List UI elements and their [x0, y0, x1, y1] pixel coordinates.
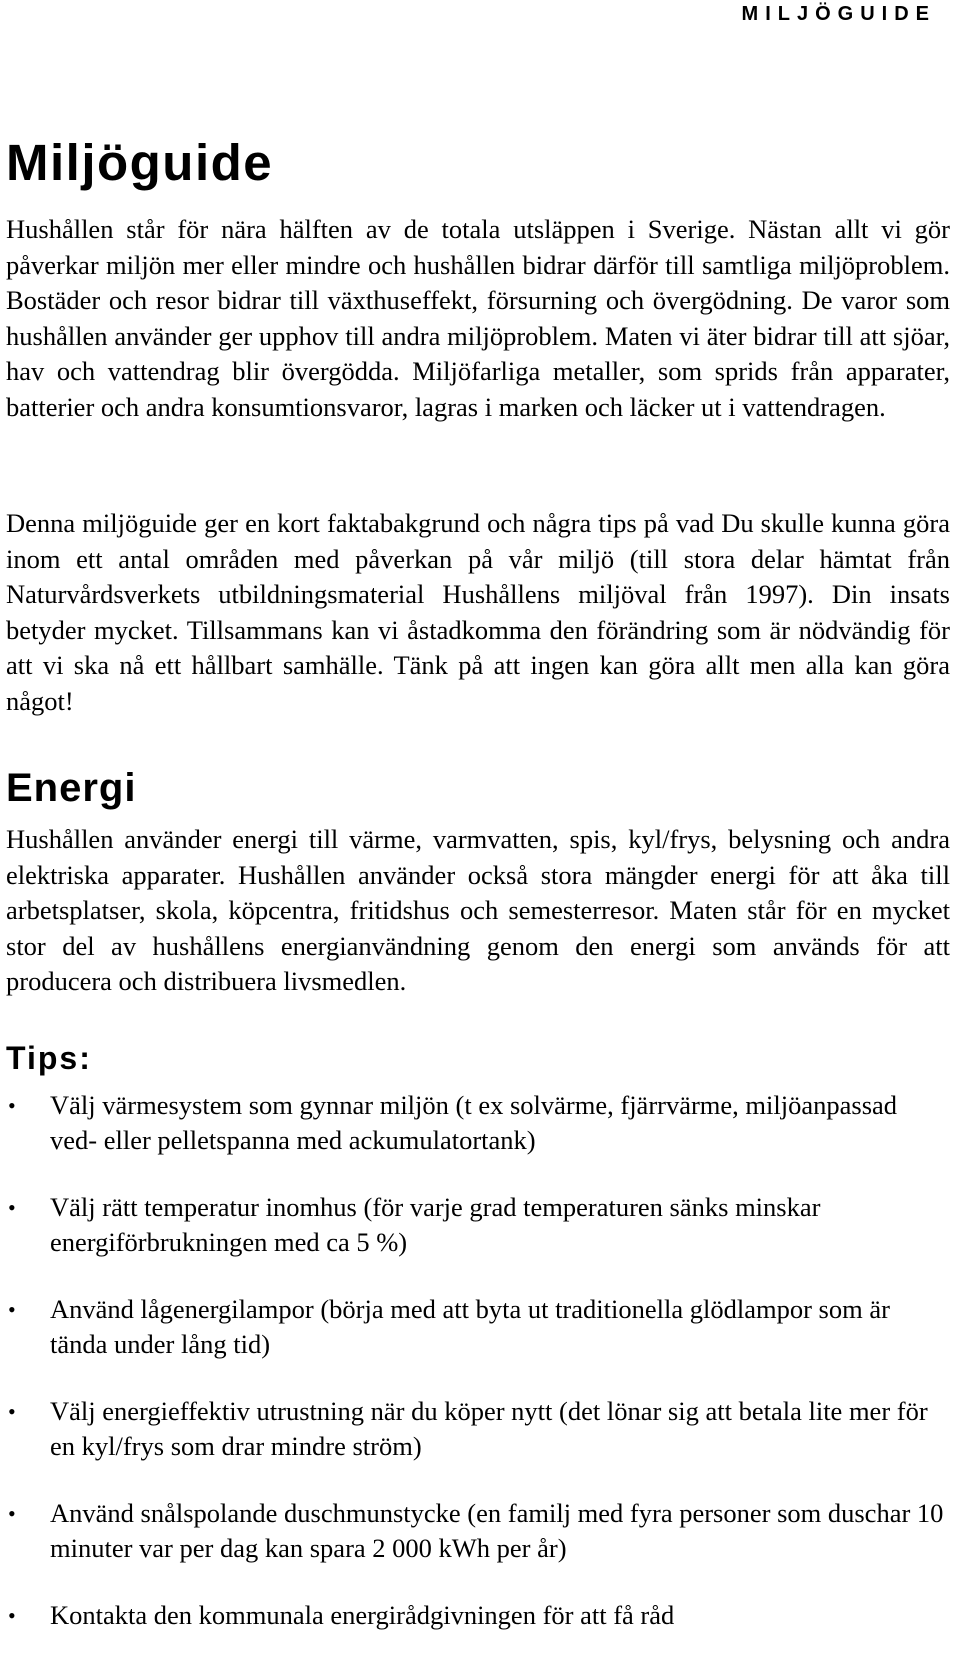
running-header: MILJÖGUIDE [741, 3, 936, 25]
bullet-icon: • [8, 1195, 16, 1220]
intro-paragraph: Hushållen står för nära hälften av de totala utsläppen i Sverige. Nästan allt vi gör påverkar miljön mer eller mindre och hushållen bidrar därför till samtliga miljöproblem. Bostäder och resor bidrar till växthuseffekt, försurning och övergödning. De varor som hushållen använder ger upphov till andra miljöproblem. Maten vi äter bidrar till att sjöar, hav och vattendrag blir övergödda. Miljöfarliga metaller, som sprids från apparater, batterier och andra konsumtionsvaror, lagras i marken och läcker ut i vattendragen. [6, 214, 950, 422]
tips-heading: Tips: [6, 1040, 92, 1076]
list-item [6, 1598, 950, 1633]
list-item [6, 1190, 950, 1260]
bullet-icon: • [8, 1297, 16, 1322]
list-item [6, 1496, 950, 1566]
section-heading-energy: Energi [6, 766, 137, 810]
bullet-icon: • [8, 1399, 16, 1424]
tip-text: Välj rätt temperatur inomhus (för varje grad temperaturen sänks minskar energiförbrukningen med ca 5 %) [50, 1192, 821, 1257]
tips-list [6, 1088, 950, 1665]
list-item [6, 1088, 950, 1158]
page-title: Miljöguide [6, 134, 274, 191]
tip-text: Kontakta den kommunala energirådgivningen för att få råd [50, 1600, 675, 1630]
intro-paragraph: Denna miljöguide ger en kort faktabakgrund och några tips på vad Du skulle kunna göra inom ett antal områden med påverkan på vår miljö (till stora delar hämtat från Naturvårdsverkets utbildningsmaterial Hushållens miljöval från 1997). Din insats betyder mycket. Tillsammans kan vi åstadkomma den förändring som är nödvändig för att vi ska nå ett hållbart samhälle. Tänk på att ingen kan göra allt men alla kan göra något! [6, 508, 950, 716]
tip-text: Använd snålspolande duschmunstycke (en familj med fyra personer som duschar 10 minuter var per dag kan spara 2 000 kWh per år) [50, 1498, 944, 1563]
list-item [6, 1292, 950, 1362]
tip-text: Använd lågenergilampor (börja med att byta ut traditionella glödlampor som är tända under lång tid) [50, 1294, 890, 1359]
energy-paragraph: Hushållen använder energi till värme, varmvatten, spis, kyl/frys, belysning och andra elektriska apparater. Hushållen använder också stora mängder energi för att åka till arbetsplatser, skola, köpcentra, fritidshus och semesterresor. Maten står för en mycket stor del av hushållens energianvändning genom den energi som används för att producera och distribuera livsmedlen. [6, 824, 950, 996]
bullet-icon: • [8, 1093, 16, 1118]
bullet-icon: • [8, 1501, 16, 1526]
list-item [6, 1394, 950, 1464]
tip-text: Välj energieffektiv utrustning när du köper nytt (det lönar sig att betala lite mer för en kyl/frys som drar mindre ström) [50, 1396, 928, 1461]
bullet-icon: • [8, 1603, 16, 1628]
tip-text: Välj värmesystem som gynnar miljön (t ex solvärme, fjärrvärme, miljöanpassad ved- eller pelletspanna med ackumulatortank) [50, 1090, 898, 1155]
